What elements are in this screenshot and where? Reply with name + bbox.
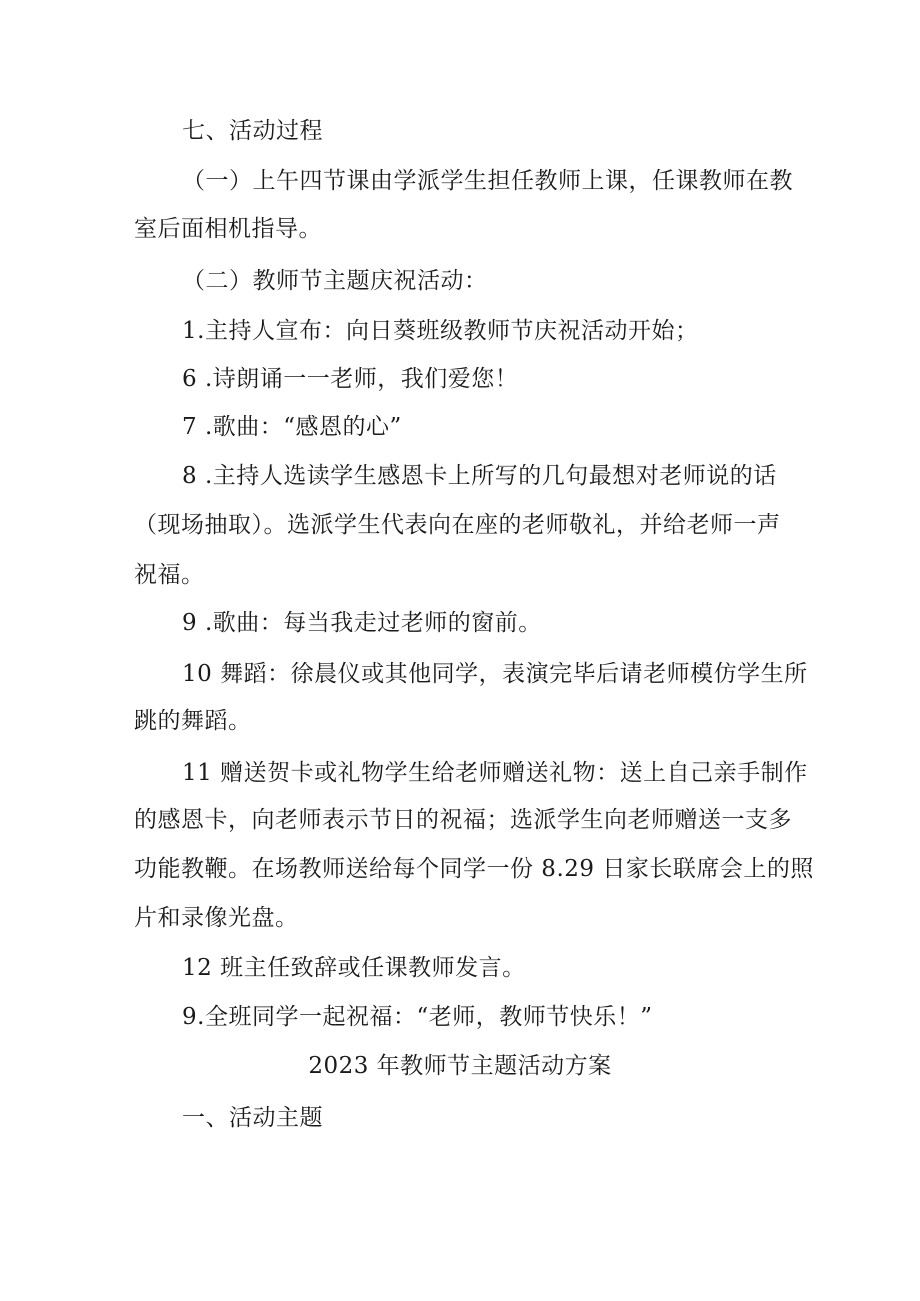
paragraph-line: 的感恩卡，向老师表示节日的祝福；选派学生向老师赠送一支多 (134, 807, 792, 833)
paragraph-line: （现场抽取）。选派学生代表向在座的老师敬礼，并给老师一声 (134, 512, 781, 538)
paragraph-line: 祝福。 (134, 562, 205, 588)
list-item: 1.主持人宣布：向日葵班级教师节庆祝活动开始； (182, 318, 699, 344)
paragraph-line: 片和录像光盘。 (134, 905, 299, 931)
list-item: 12 班主任致辞或任课教师发言。 (182, 955, 526, 981)
list-item: 6 .诗朗诵一一老师，我们爱您！ (182, 366, 519, 392)
list-item: 9.全班同学一起祝福：“老师，教师节快乐！” (182, 1004, 653, 1030)
list-item: 11 赠送贺卡或礼物学生给老师赠送礼物：送上自己亲手制作 (182, 760, 808, 786)
section-heading: 一、活动主题 (182, 1105, 323, 1131)
subsection-heading: （二）教师节主题庆祝活动： (182, 268, 488, 294)
list-item: 10 舞蹈：徐晨仪或其他同学，表演完毕后请老师模仿学生所 (182, 661, 808, 687)
paragraph-line: 功能教鞭。在场教师送给每个同学一份 8.29 日家长联席会上的照 (134, 856, 814, 882)
paragraph-line: （一）上午四节课由学派学生担任教师上课，任课教师在教 (182, 168, 793, 194)
list-item: 7 .歌曲：“感恩的心” (182, 414, 402, 440)
section-heading: 七、活动过程 (182, 118, 323, 144)
document-title: 2023 年教师节主题活动方案 (308, 1053, 612, 1079)
list-item: 9 .歌曲：每当我走过老师的窗前。 (182, 610, 542, 636)
paragraph-line: 跳的舞蹈。 (134, 708, 252, 734)
paragraph-line: 室后面相机指导。 (134, 216, 322, 242)
list-item: 8 .主持人选读学生感恩卡上所写的几句最想对老师说的话 (182, 463, 777, 489)
